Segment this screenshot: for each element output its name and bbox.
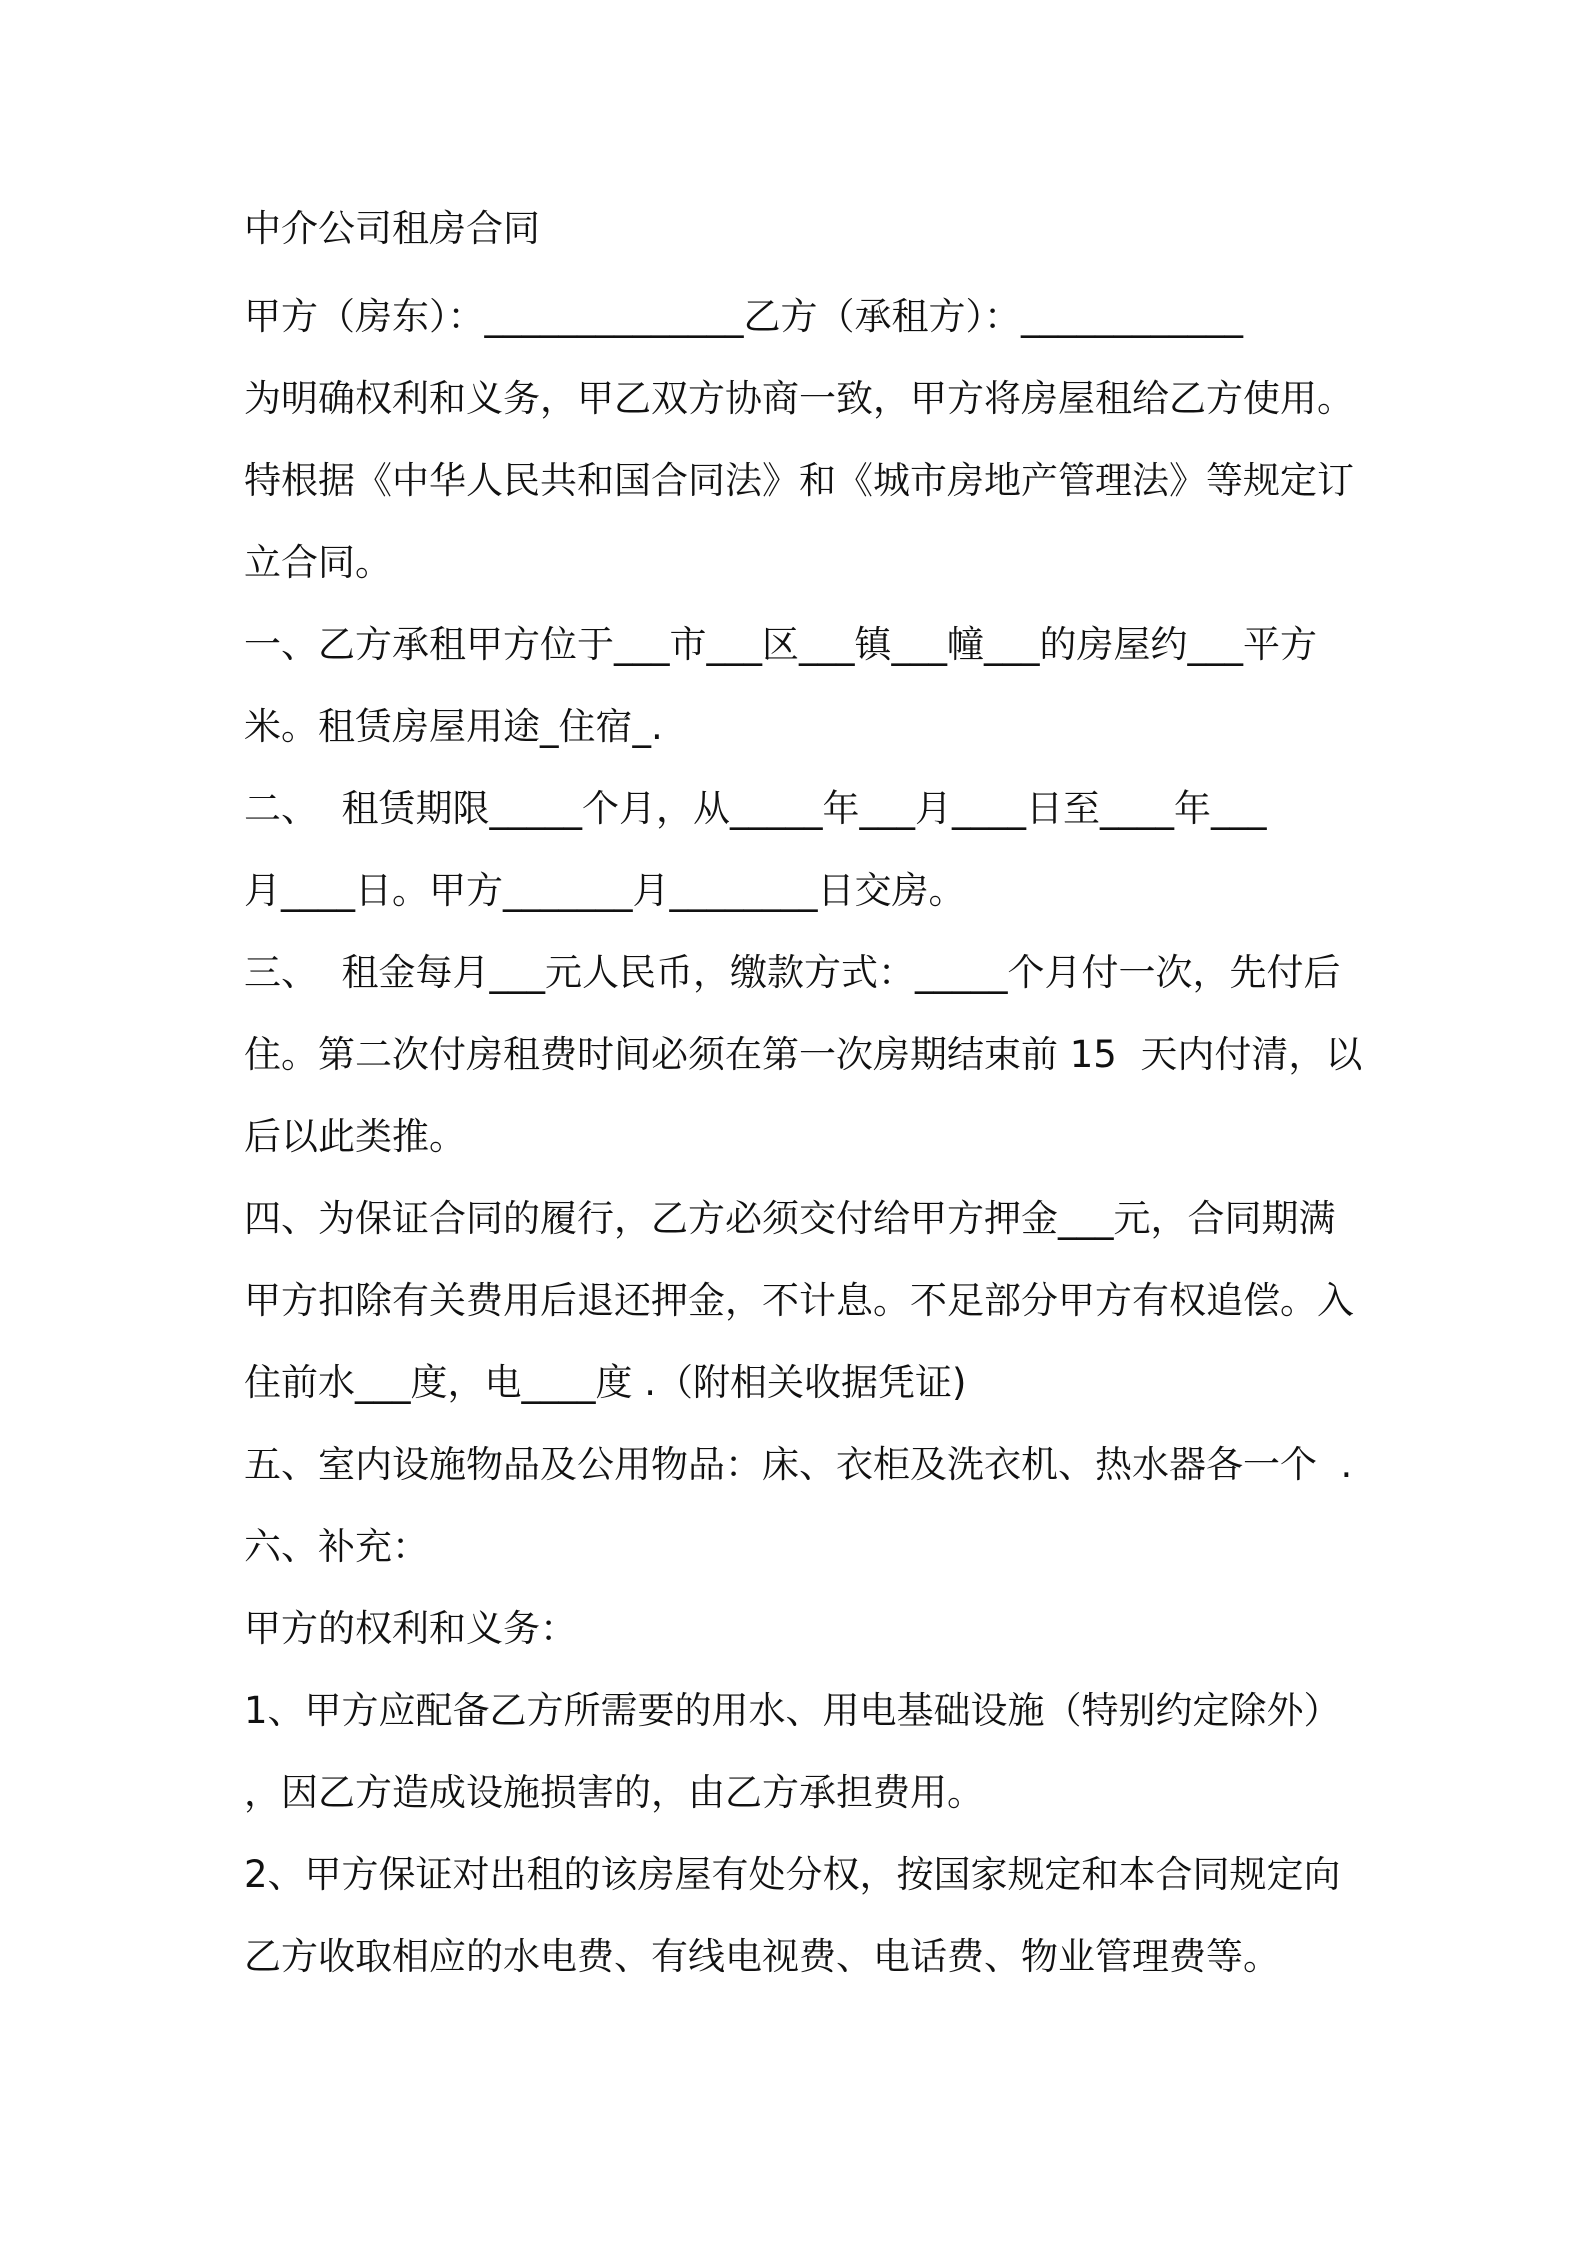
paragraph-line: 为明确权利和义务，甲乙双方协商一致，甲方将房屋租给乙方使用。	[244, 377, 1354, 420]
document-title: 中介公司租房合同	[244, 207, 540, 250]
item-2-line: 乙方收取相应的水电费、有线电视费、电话费、物业管理费等。	[244, 1935, 1280, 1978]
clause-2-line: 月____日。甲方_______月________日交房。	[244, 869, 966, 912]
clause-3-line: 三、 租金每月___元人民币，缴款方式：_____个月付一次，先付后	[244, 951, 1341, 994]
clause-4-line: 四、为保证合同的履行，乙方必须交付给甲方押金___元，合同期满	[244, 1197, 1336, 1240]
item-1-line: ，因乙方造成设施损害的，由乙方承担费用。	[244, 1771, 984, 1814]
clause-4-line: 住前水___度，电____度 .（附相关收据凭证)	[244, 1361, 967, 1404]
clause-5-line: 五、室内设施物品及公用物品：床、衣柜及洗衣机、热水器各一个 .	[244, 1443, 1353, 1486]
paragraph-line: 立合同。	[244, 541, 392, 584]
paragraph-line: 特根据《中华人民共和国合同法》和《城市房地产管理法》等规定订	[244, 459, 1354, 502]
party-line: 甲方（房东）：______________乙方（承租方）：____________	[244, 295, 1243, 338]
clause-2-line: 二、 租赁期限_____个月，从_____年___月____日至____年___	[244, 787, 1267, 830]
clause-3-line: 住。第二次付房租费时间必须在第一次房期结束前 15 天内付清，以	[244, 1033, 1363, 1076]
item-2-line: 2、甲方保证对出租的该房屋有处分权，按国家规定和本合同规定向	[244, 1853, 1341, 1896]
clause-6-line: 六、补充：	[244, 1525, 429, 1568]
clause-3-line: 后以此类推。	[244, 1115, 466, 1158]
clause-1-line: 米。租赁房屋用途_住宿_.	[244, 705, 663, 748]
section-heading: 甲方的权利和义务：	[244, 1607, 577, 1650]
item-1-line: 1、甲方应配备乙方所需要的用水、用电基础设施（特别约定除外）	[244, 1689, 1341, 1732]
clause-1-line: 一、乙方承租甲方位于___市___区___镇___幢___的房屋约___平方	[244, 623, 1317, 666]
clause-4-line: 甲方扣除有关费用后退还押金，不计息。不足部分甲方有权追偿。入	[244, 1279, 1354, 1322]
